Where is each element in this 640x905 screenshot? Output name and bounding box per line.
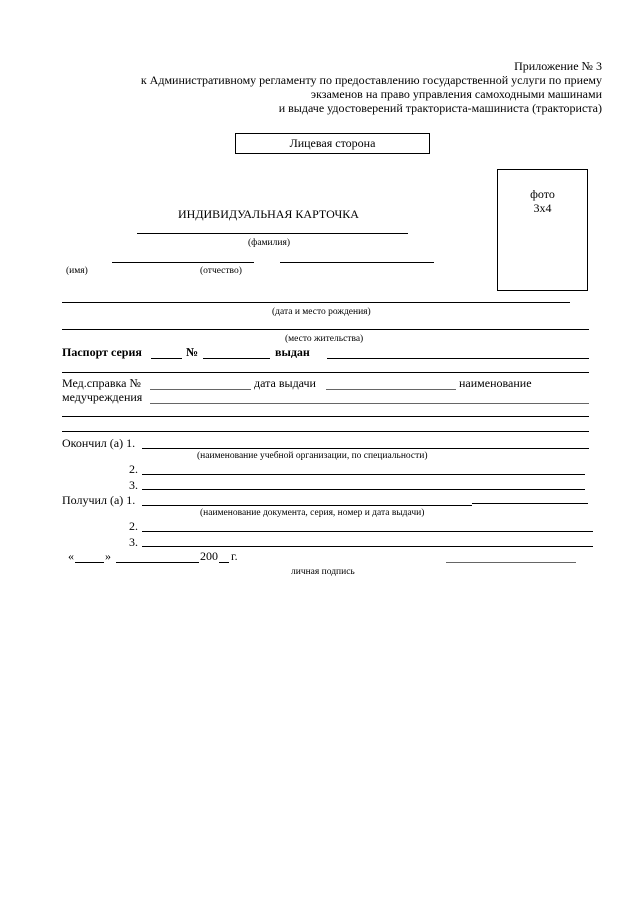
document-caption: (наименование документа, серия, номер и дата выдачи): [200, 508, 425, 518]
surname-caption: (фамилия): [248, 238, 290, 248]
photo-box: [497, 169, 588, 291]
name-caption: (имя): [66, 266, 88, 276]
institution-caption: (наименование учебной организации, по специальности): [197, 451, 428, 461]
birth-caption: (дата и место рождения): [272, 307, 371, 317]
card-title: ИНДИВИДУАЛЬНАЯ КАРТОЧКА: [178, 207, 359, 221]
medical-cert-label: Мед.справка №: [62, 376, 141, 390]
medical-extra-line-2[interactable]: [62, 431, 589, 432]
date-month-field[interactable]: [116, 562, 199, 563]
finished-field-3[interactable]: [142, 489, 585, 490]
finished-field-2[interactable]: [142, 474, 585, 475]
received-field-3[interactable]: [142, 546, 593, 547]
date-close-quote: »: [105, 549, 111, 563]
finished-field-1[interactable]: [142, 448, 589, 449]
residence-line[interactable]: [62, 329, 589, 330]
side-label: Лицевая сторона: [289, 136, 376, 150]
medical-date-label: дата выдачи: [254, 376, 316, 390]
appendix-line-4: и выдаче удостоверений тракториста-машиниста (тракториста): [278, 101, 602, 115]
date-year-field[interactable]: [219, 562, 229, 563]
patronymic-line[interactable]: [280, 262, 434, 263]
medical-extra-line-1[interactable]: [62, 416, 589, 417]
signature-field[interactable]: [446, 562, 576, 563]
photo-size: 3х4: [533, 201, 552, 215]
medical-name-label: наименование: [459, 376, 532, 390]
date-open-quote: «: [68, 549, 74, 563]
finished-item-3-label: 3.: [129, 478, 138, 492]
appendix-title: Приложение № 3: [514, 59, 602, 73]
patronymic-caption: (отчество): [200, 266, 242, 276]
surname-line[interactable]: [137, 233, 408, 234]
photo-label: фото: [530, 187, 555, 201]
passport-series-field[interactable]: [151, 358, 182, 359]
birth-line[interactable]: [62, 302, 570, 303]
residence-caption: (место жительства): [285, 334, 364, 344]
finished-label: Окончил (а) 1.: [62, 436, 136, 450]
medical-date-field[interactable]: [326, 389, 456, 390]
received-field-2[interactable]: [142, 531, 593, 532]
side-label-box: [235, 133, 430, 154]
passport-number-field[interactable]: [203, 358, 270, 359]
signature-caption: личная подпись: [291, 567, 355, 577]
passport-issued-field[interactable]: [327, 358, 589, 359]
received-label: Получил (а) 1.: [62, 493, 136, 507]
passport-issued-label: выдан: [275, 345, 310, 359]
medical-cert-number-field[interactable]: [150, 389, 251, 390]
finished-item-2-label: 2.: [129, 462, 138, 476]
appendix-line-2: к Административному регламенту по предоставлению государственной услуги по приему: [140, 73, 602, 87]
passport-series-label: Паспорт серия: [62, 345, 142, 359]
appendix-line-3: экзаменов на право управления самоходными машинами: [310, 87, 602, 101]
date-year-prefix: 200: [200, 549, 218, 563]
received-field-1[interactable]: [142, 505, 472, 506]
received-item-3-label: 3.: [129, 535, 138, 549]
date-day-field[interactable]: [75, 562, 104, 563]
received-item-2-label: 2.: [129, 519, 138, 533]
medical-institution-field[interactable]: [150, 403, 589, 404]
date-year-suffix: г.: [231, 549, 238, 563]
medical-institution-label: медучреждения: [62, 390, 143, 404]
passport-extra-line[interactable]: [62, 372, 589, 373]
name-line[interactable]: [112, 262, 254, 263]
passport-number-label: №: [186, 345, 199, 359]
received-field-1-end[interactable]: [472, 503, 588, 504]
